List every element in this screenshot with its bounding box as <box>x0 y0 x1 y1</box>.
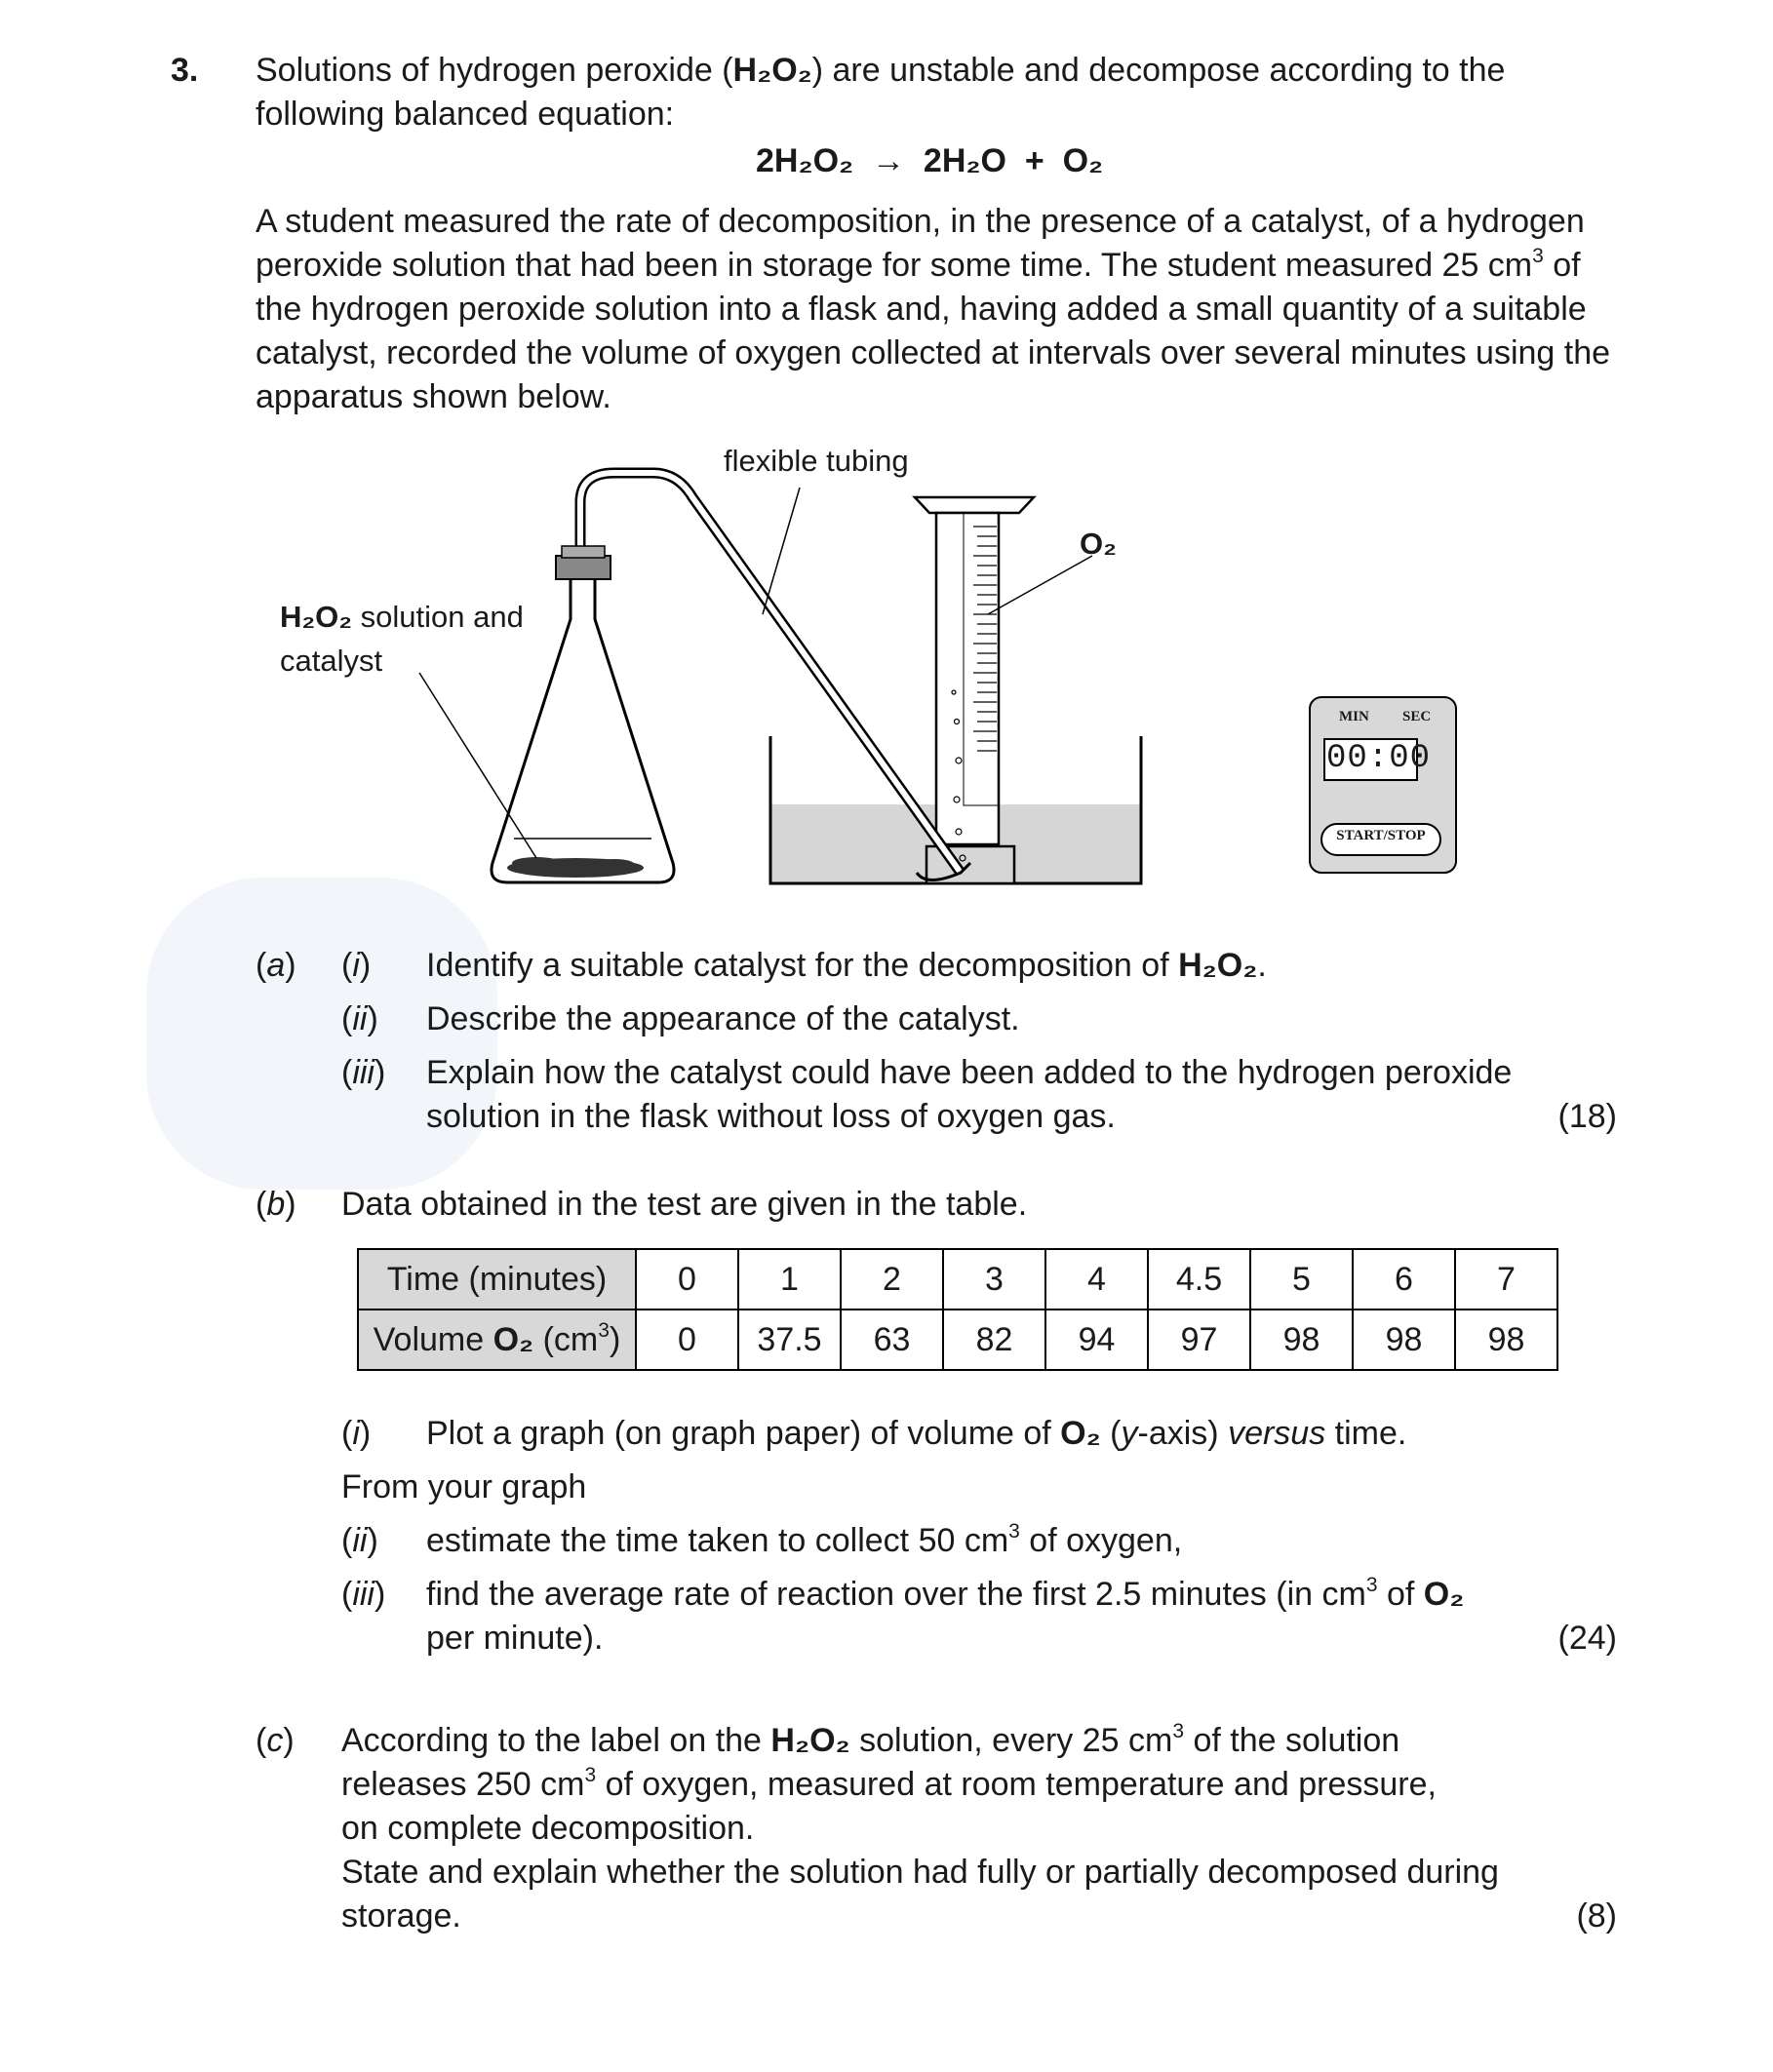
part-b-i-text: Plot a graph (on graph paper) of volume of O₂ (y-axis) versus time. <box>426 1415 1407 1452</box>
part-b-label: (b) <box>256 1186 296 1223</box>
part-a-ii-text: Describe the appearance of the catalyst. <box>426 1000 1020 1037</box>
stopwatch-icon <box>1310 697 1456 873</box>
table-cell: 37.5 <box>738 1310 841 1370</box>
table-cell: 7 <box>1455 1249 1557 1310</box>
part-a-ii-num: (ii) <box>341 1000 378 1037</box>
table-cell: 2 <box>841 1249 943 1310</box>
table-cell: 98 <box>1353 1310 1455 1370</box>
apparatus-diagram <box>244 429 1502 907</box>
table-row-time <box>358 1249 1557 1310</box>
part-a-iii-num: (iii) <box>341 1054 386 1091</box>
label-o2: O₂ <box>1080 527 1117 561</box>
part-b-from-graph: From your graph <box>341 1468 587 1505</box>
table-cell: 1 <box>738 1249 841 1310</box>
stopwatch-display: 00:00 <box>1326 740 1432 777</box>
table-cell: 97 <box>1148 1310 1250 1370</box>
table-cell: 4.5 <box>1148 1249 1250 1310</box>
table-cell: 5 <box>1250 1249 1353 1310</box>
table-cell: 98 <box>1250 1310 1353 1370</box>
para-line-3: the hydrogen peroxide solution into a flask and, having added a small quantity of a suitable <box>256 291 1587 328</box>
part-b-iii-num: (iii) <box>341 1576 386 1613</box>
table-cell: 4 <box>1045 1249 1148 1310</box>
table-cell: 0 <box>636 1249 738 1310</box>
catalyst-powder-icon <box>507 857 644 878</box>
part-a-iii-line-2: solution in the flask without loss of oxygen gas. <box>426 1098 1116 1135</box>
para-line-5: apparatus shown below. <box>256 378 611 415</box>
label-catalyst: catalyst <box>280 644 383 678</box>
table-cell: 98 <box>1455 1310 1557 1370</box>
part-c-label: (c) <box>256 1722 295 1759</box>
part-a-i-text: Identify a suitable catalyst for the decomposition of H₂O₂. <box>426 947 1267 984</box>
label-flexible-tubing: flexible tubing <box>724 444 909 478</box>
part-c-line-5: storage. <box>341 1897 461 1935</box>
o2-pointer <box>988 556 1092 614</box>
table-header-time: Time (minutes) <box>358 1249 636 1310</box>
part-c-line-1: According to the label on the H₂O₂ solution, every 25 $cm^3$ of the solution <box>341 1720 1400 1759</box>
para-line-4: catalyst, recorded the volume of oxygen collected at intervals over several minutes using the <box>256 334 1611 371</box>
label-h2o2-solution: H₂O₂ solution and <box>280 600 524 634</box>
stopwatch-sec-label: SEC <box>1402 709 1432 724</box>
part-a-label: (a) <box>256 947 296 984</box>
table-cell: 0 <box>636 1310 738 1370</box>
part-b-ii-text: estimate the time taken to collect 50 $cm^3$ of oxygen, <box>426 1520 1183 1559</box>
data-table <box>357 1248 1558 1371</box>
question-number: 3. <box>171 52 199 89</box>
intro-line-1: Solutions of hydrogen peroxide (H₂O₂) are unstable and decompose according to the <box>256 52 1506 89</box>
part-c-line-2: releases 250 $cm^3$ of oxygen, measured at room temperature and pressure, <box>341 1764 1437 1803</box>
part-c-line-4: State and explain whether the solution had fully or partially decomposed during <box>341 1854 1499 1891</box>
part-a-i-num: (i) <box>341 947 372 984</box>
table-row-volume <box>358 1310 1557 1370</box>
stopwatch-min-label: MIN <box>1339 709 1369 724</box>
part-b-iii-line-1: find the average rate of reaction over the first 2.5 minutes (in $cm^3$ of O₂ <box>426 1574 1465 1613</box>
para-line-2: peroxide solution that had been in storage for some time. The student measured 25 $cm^3$ of <box>256 245 1581 284</box>
part-b-ii-num: (ii) <box>341 1522 378 1559</box>
balanced-equation: 2H₂O₂ → 2H₂O + O₂ <box>756 142 1104 179</box>
intro-line-2: following balanced equation: <box>256 96 675 133</box>
table-cell: 82 <box>943 1310 1045 1370</box>
catalyst-pointer <box>419 673 536 858</box>
part-c-line-3: on complete decomposition. <box>341 1810 755 1847</box>
part-b-i-num: (i) <box>341 1415 372 1452</box>
table-cell: 63 <box>841 1310 943 1370</box>
tubing-pointer <box>763 488 800 614</box>
table-cell: 6 <box>1353 1249 1455 1310</box>
part-b-iii-line-2: per minute). <box>426 1620 604 1657</box>
stopwatch-start-stop-button: START/STOP <box>1336 828 1426 843</box>
table-cell: 3 <box>943 1249 1045 1310</box>
part-a-iii-line-1: Explain how the catalyst could have been added to the hydrogen peroxide <box>426 1054 1513 1091</box>
table-cell: 94 <box>1045 1310 1148 1370</box>
part-b-intro: Data obtained in the test are given in the table. <box>341 1186 1028 1223</box>
para-line-1: A student measured the rate of decomposition, in the presence of a catalyst, of a hydrogen <box>256 203 1585 240</box>
part-c-marks: (8) <box>1576 1897 1617 1935</box>
part-a-marks: (18) <box>1557 1098 1617 1135</box>
table-header-volume: Volume O₂ $(cm^3)$ <box>358 1310 636 1370</box>
part-b-marks: (24) <box>1557 1620 1617 1657</box>
